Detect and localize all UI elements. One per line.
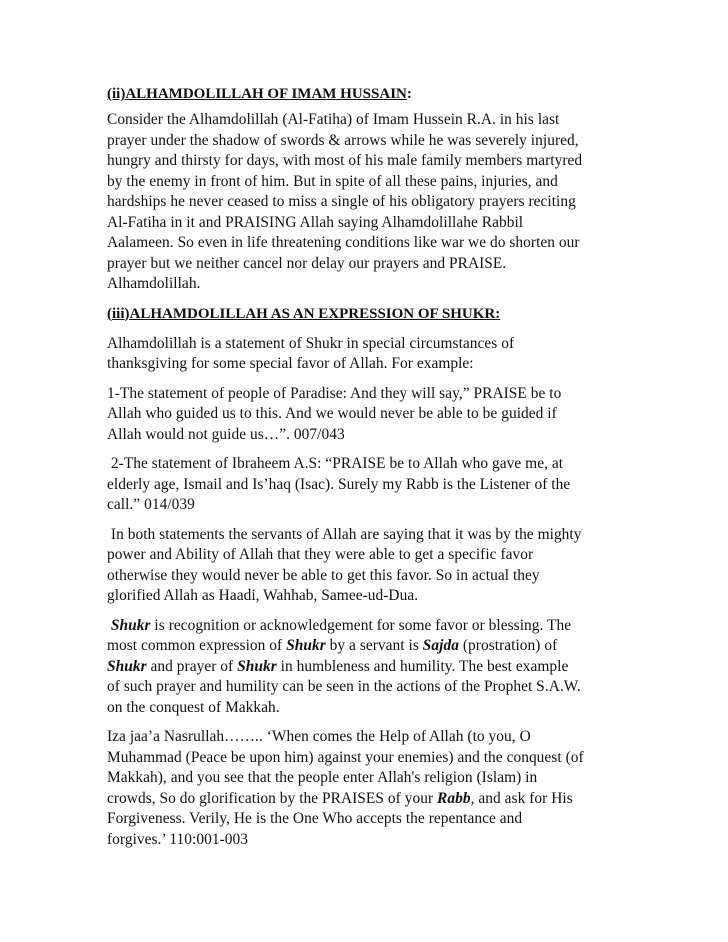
text-line: Allah who guided us to this. And we would never be able to be guided if xyxy=(107,405,557,422)
emphasis-rabb: Rabb xyxy=(437,789,471,807)
text-line xyxy=(107,789,627,810)
paragraph-example-1 xyxy=(107,384,627,446)
text-line xyxy=(107,616,627,637)
text-line xyxy=(107,657,627,678)
section-heading-ii xyxy=(107,84,627,104)
text-span: (prostration) of xyxy=(458,637,558,654)
emphasis-shukr: Shukr xyxy=(110,616,151,634)
paragraph-both-statements xyxy=(107,525,627,607)
text-line: hardships he never ceased to miss a single of his obligatory prayers reciting xyxy=(107,193,576,210)
text-line: on the conquest of Makkah. xyxy=(107,698,280,716)
text-line: Forgiveness. Verily, He is the One Who accepts the repentance and xyxy=(107,810,523,827)
text-span: most common expression of xyxy=(107,637,287,654)
text-span: crowds, So do glorification by the PRAISES of your xyxy=(107,789,438,807)
text-line: 1-The statement of people of Paradise: And they will say,” PRAISE be to xyxy=(107,384,562,402)
section-heading-iii xyxy=(107,304,627,324)
text-span: and prayer of xyxy=(146,657,238,675)
document-page xyxy=(107,84,627,857)
text-line: Al-Fatiha in it and PRAISING Allah saying Alhamdolillahe Rabbil xyxy=(107,213,524,231)
text-line: In both statements the servants of Allah are saying that it was by the mighty xyxy=(107,525,582,543)
text-line: Consider the Alhamdolillah (Al-Fatiha) of Imam Hussein R.A. in his last xyxy=(107,111,560,128)
emphasis-sajda: Sajda xyxy=(422,637,459,654)
text-line: glorified Allah as Haadi, Wahhab, Samee-ud-Dua. xyxy=(107,587,419,604)
text-span: by a servant is xyxy=(325,637,423,654)
text-line: Aalameen. So even in life threatening conditions like war we do shorten our xyxy=(107,234,580,251)
text-line: Allah would not guide us…”. 007/043 xyxy=(107,425,345,443)
text-span: , and ask for His xyxy=(470,789,573,807)
text-line: power and Ability of Allah that they were able to get a specific favor xyxy=(107,546,534,563)
paragraph-shukr-intro xyxy=(107,334,627,375)
text-span: is recognition or acknowledgement for some favor or blessing. The xyxy=(150,616,572,634)
text-line: Makkah), and you see that the people enter Allah's religion (Islam) in xyxy=(107,769,538,786)
heading-ii-label: (ii)ALHAMDOLILLAH OF IMAM HUSSAIN xyxy=(107,86,407,102)
text-line: thanksgiving for some special favor of Allah. For example: xyxy=(107,355,474,372)
text-line: elderly age, Ismail and Is’haq (Isac). Surely my Rabb is the Listener of the xyxy=(107,475,571,493)
paragraph-imam-hussain xyxy=(107,110,627,295)
heading-iii-label: (iii)ALHAMDOLILLAH AS AN EXPRESSION OF SHUKR: xyxy=(107,305,501,322)
emphasis-shukr: Shukr xyxy=(237,657,277,675)
text-line: by the enemy in front of him. But in spite of all these pains, injuries, and xyxy=(107,172,558,190)
text-line: Alhamdolillah. xyxy=(107,275,201,292)
heading-ii-colon: : xyxy=(406,86,412,102)
text-line: of such prayer and humility can be seen in the actions of the Prophet S.A.W. xyxy=(107,678,581,695)
text-line: Iza jaa’a Nasrullah…….. ‘When comes the Help of Allah (to you, O xyxy=(107,728,531,745)
text-span: in humbleness and humility. The best example xyxy=(276,657,569,675)
text-line xyxy=(107,636,627,657)
paragraph-example-2 xyxy=(107,454,627,516)
emphasis-shukr: Shukr xyxy=(107,657,147,675)
text-line: 2-The statement of Ibraheem A.S: “PRAISE be to Allah who gave me, at xyxy=(107,455,564,472)
paragraph-iza-jaa xyxy=(107,727,627,850)
text-line: hungry and thirsty for days, with most of his male family members martyred xyxy=(107,152,583,169)
text-line: Muhammad (Peace be upon him) against your enemies) and the conquest (of xyxy=(107,748,584,766)
text-line: forgives.’ 110:001-003 xyxy=(107,830,249,848)
text-line: prayer under the shadow of swords & arrows while he was severely injured, xyxy=(107,131,579,149)
text-line: call.” 014/039 xyxy=(107,496,195,513)
text-line: Alhamdolillah is a statement of Shukr in special circumstances of xyxy=(107,334,515,352)
text-line: otherwise they would never be able to get this favor. So in actual they xyxy=(107,566,540,584)
emphasis-shukr: Shukr xyxy=(286,637,326,654)
paragraph-shukr-definition xyxy=(107,616,627,719)
text-line: prayer but we neither cancel nor delay our prayers and PRAISE. xyxy=(107,254,507,272)
